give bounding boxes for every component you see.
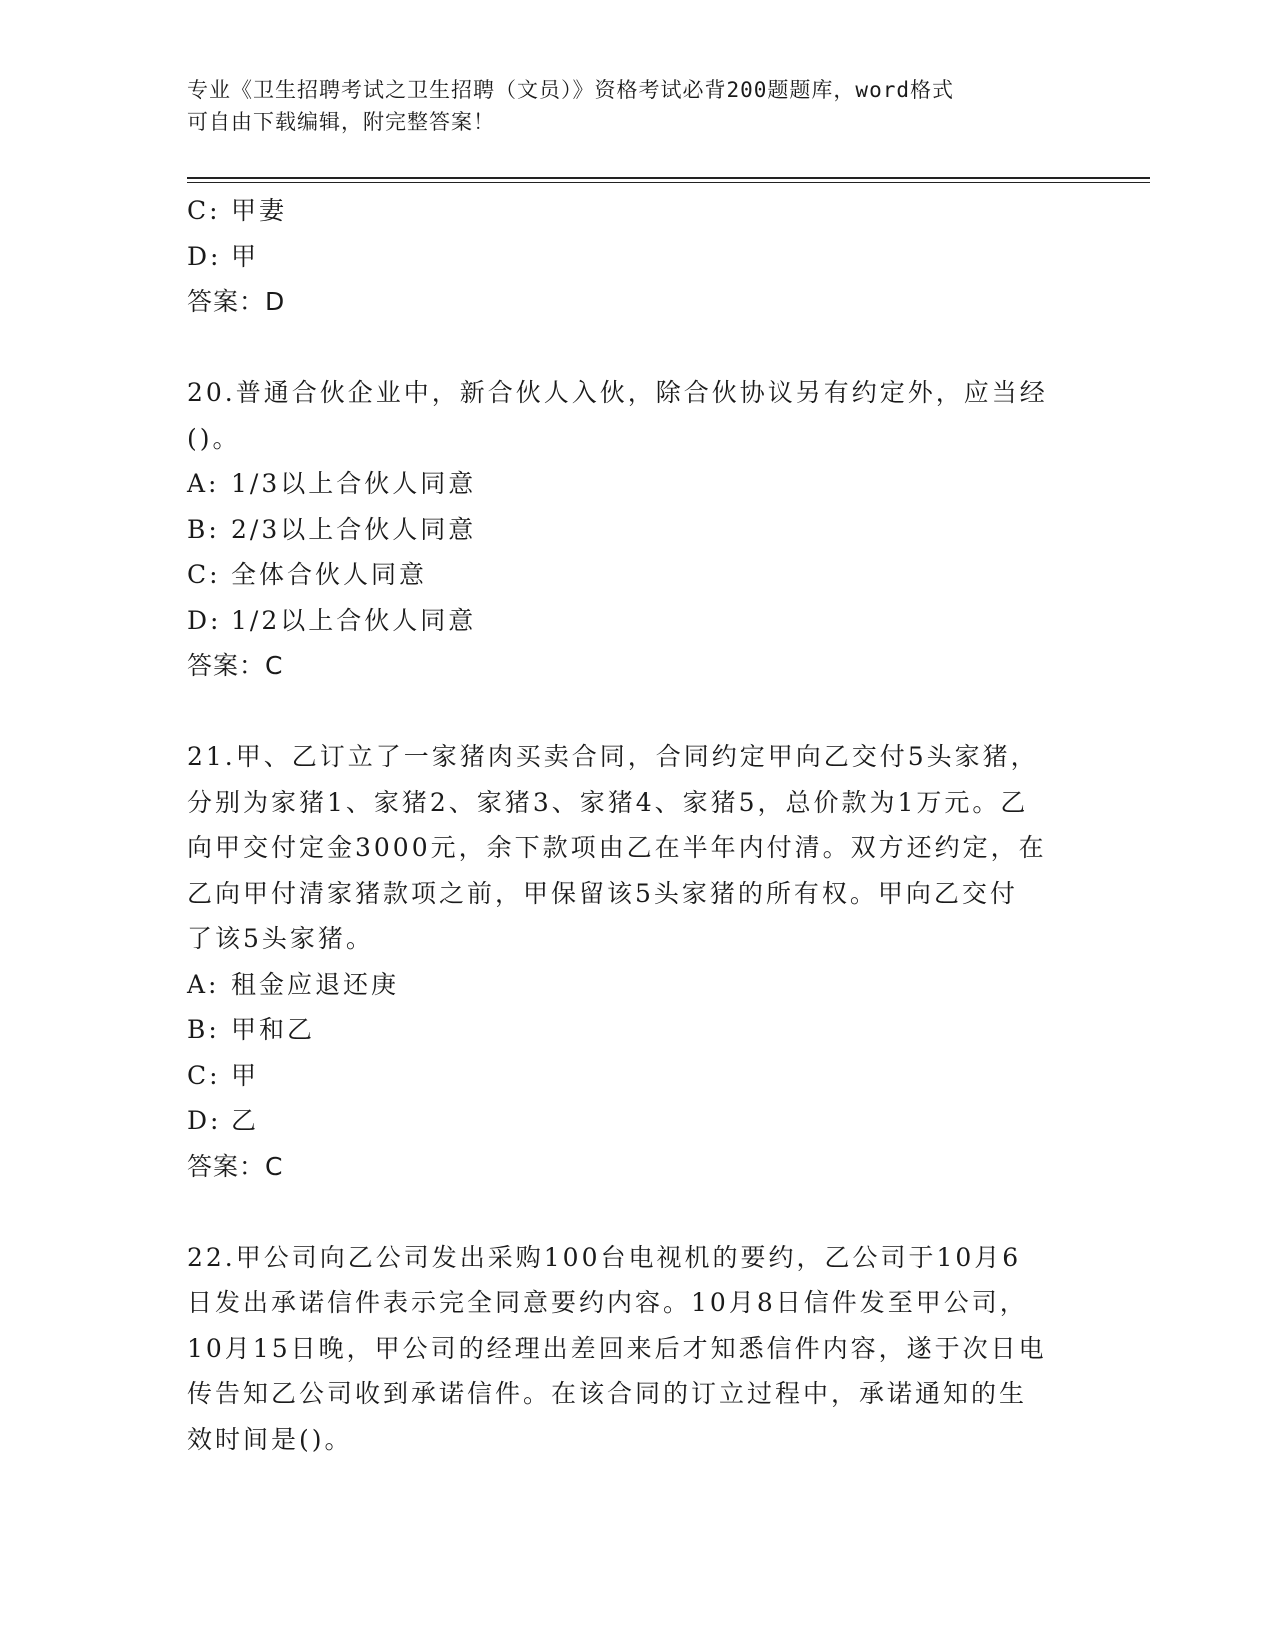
option-text: 甲和乙: [231, 1015, 316, 1044]
header-divider-thin: [187, 182, 1150, 183]
question-stem-line: ()。: [187, 423, 241, 453]
option-d: [187, 598, 1087, 644]
option-d: [187, 1098, 1087, 1144]
option-key: C:: [187, 560, 221, 589]
question-stem-line: 传告知乙公司收到承诺信件。在该合同的订立过程中，承诺通知的生: [187, 1379, 1028, 1408]
option-text: 甲: [231, 241, 260, 271]
option-text: 1/2以上合伙人同意: [231, 605, 477, 635]
option-key: D:: [187, 241, 222, 271]
option-key: D:: [187, 605, 222, 635]
option-text: 1/3以上合伙人同意: [231, 469, 477, 498]
option-key: D:: [187, 1106, 222, 1135]
option-a: [187, 461, 1087, 507]
option-text: 甲妻: [231, 196, 288, 225]
option-c: [187, 188, 1087, 234]
answer-line: 答案：D: [187, 287, 286, 316]
option-d: [187, 234, 1087, 280]
option-a: [187, 962, 1087, 1008]
question-stem-line: 21.甲、乙订立了一家猪肉买卖合同，合同约定甲向乙交付5头家猪，: [187, 742, 1039, 771]
question-stem-line: 20.普通合伙企业中，新合伙人入伙，除合伙协议另有约定外，应当经: [187, 378, 1048, 407]
answer-line: 答案：C: [187, 1151, 284, 1181]
option-b: [187, 507, 1087, 553]
option-key: A:: [187, 969, 220, 999]
question-stem-line: 了该5头家猪。: [187, 924, 374, 953]
answer-line: 答案：C: [187, 651, 284, 680]
option-key: B:: [187, 514, 220, 544]
option-text: 甲: [231, 1060, 260, 1090]
question-21: [187, 734, 1087, 1189]
question-22: [187, 1235, 1087, 1463]
option-c: [187, 1053, 1087, 1099]
question-stem-line: 向甲交付定金3000元，余下款项由乙在半年内付清。双方还约定，在: [187, 833, 1047, 862]
option-text: 全体合伙人同意: [231, 560, 428, 589]
option-text: 租金应退还庚: [231, 969, 400, 999]
option-b: [187, 1007, 1087, 1053]
option-text: 乙: [231, 1106, 260, 1135]
option-key: C:: [187, 1060, 221, 1090]
option-c: [187, 552, 1087, 598]
option-key: B:: [187, 1015, 220, 1044]
header-title-line-2: 可自由下载编辑，附完整答案！: [187, 110, 495, 134]
question-stem-line: 22.甲公司向乙公司发出采购100台电视机的要约，乙公司于10月6: [187, 1242, 1022, 1272]
question-spacer: [187, 325, 1087, 371]
document-body: [187, 188, 1087, 1462]
option-key: C:: [187, 196, 221, 225]
question-spacer: [187, 689, 1087, 735]
question-spacer: [187, 1189, 1087, 1235]
header-divider-thick: [187, 177, 1150, 179]
option-key: A:: [187, 469, 220, 498]
header-title-line-1: 专业《卫生招聘考试之卫生招聘（文员）》资格考试必背200题题库，word格式: [187, 78, 954, 102]
question-stem-line: 10月15日晚，甲公司的经理出差回来后才知悉信件内容，遂于次日电: [187, 1333, 1047, 1363]
document-header: [187, 74, 1087, 138]
question-stem-line: 乙向甲付清家猪款项之前，甲保留该5头家猪的所有权。甲向乙交付: [187, 878, 1018, 908]
question-20: [187, 370, 1087, 689]
option-text: 2/3以上合伙人同意: [231, 514, 477, 544]
question-stem-line: 效时间是()。: [187, 1424, 353, 1454]
question-stem-line: 分别为家猪1、家猪2、家猪3、家猪4、家猪5，总价款为1万元。乙: [187, 787, 1029, 817]
question-19-tail: [187, 188, 1087, 325]
question-stem-line: 日发出承诺信件表示完全同意要约内容。10月8日信件发至甲公司，: [187, 1288, 1028, 1317]
